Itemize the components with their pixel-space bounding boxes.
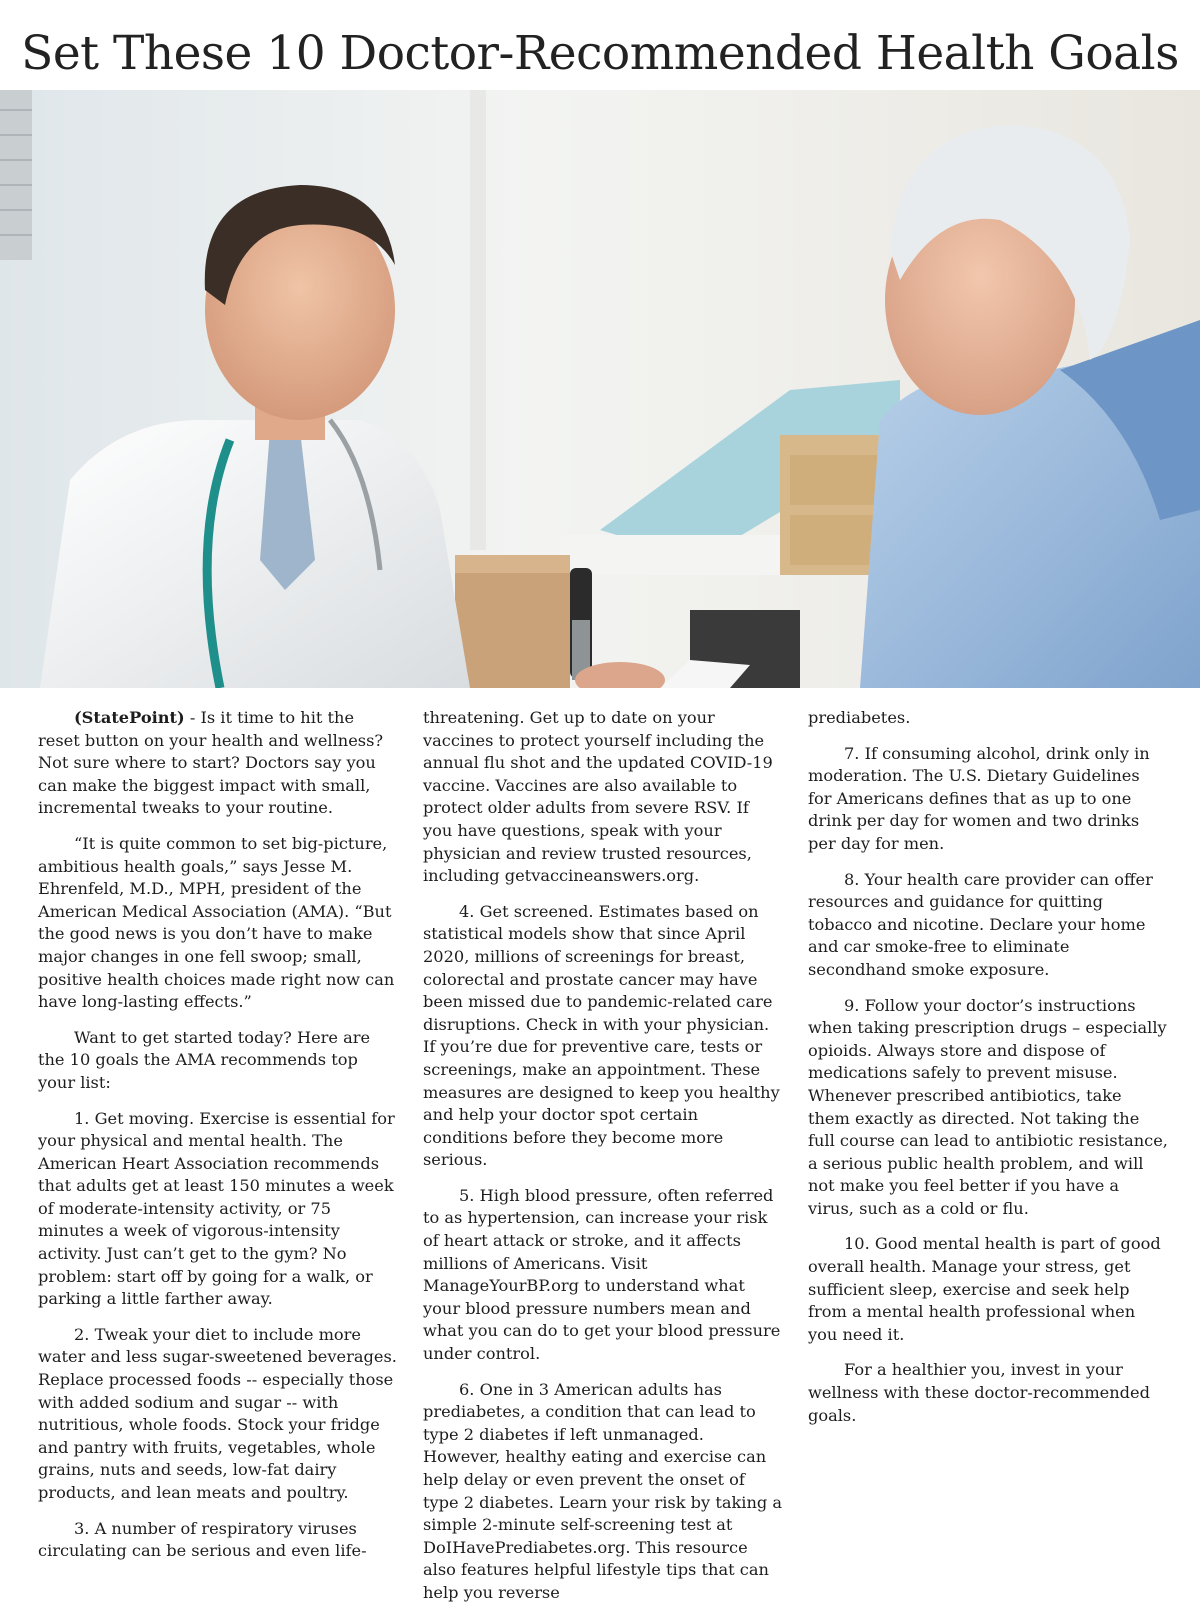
article-columns (38, 707, 1168, 1602)
byline-statepoint: (StatePoint) (74, 708, 185, 727)
goal-9-paragraph: 9. Follow your doctor’s instructions when taking prescription drugs – especially opioids. Always store and dispose of medications safely to prevent misuse. Whenever prescribed antibiotics, take them exactly as directed. Not taking the full course can lead to antibiotic resistance, a serious public health problem, and will not make you feel better if you have a virus, such as a cold or flu. (808, 995, 1168, 1218)
goal-10-paragraph: 10. Good mental health is part of good overall health. Manage your stress, get sufficient sleep, exercise and seek help from a mental health professional when you need it. (808, 1234, 1161, 1344)
doctor-patient-photo (0, 90, 1200, 688)
goal-3-continued: threatening. Get up to date on your vaccines to protect yourself including the annual flu shot and the updated COVID-19 vaccine. Vaccines are also available to protect older adults from severe RSV. If you have questions, speak with your physician and review trusted resources, including getvaccineanswers.org. (423, 708, 773, 886)
intro-text: - Is it time to hit the reset button on your health and wellness? Not sure where to start? Doctors say you can make the biggest impact with small, incremental tweaks to your routine. (38, 708, 384, 818)
goal-5-paragraph: 5. High blood pressure, often referred to as hypertension, can increase your risk of heart attack or stroke, and it affects millions of Americans. Visit ManageYourBP.org to understand what your blood pressure numbers mean and what you can do to get your blood pressure under control. (423, 1185, 781, 1364)
goal-8-paragraph: 8. Your health care provider can offer resources and guidance for quitting tobacco and nicotine. Declare your home and car smoke-free to eliminate secondhand smoke exposure. (808, 869, 1153, 979)
closing-paragraph: For a healthier you, invest in your wellness with these doctor-recommended goals. (808, 1360, 1150, 1425)
goal-2-paragraph: 2. Tweak your diet to include more water and less sugar-sweetened beverages. Replace processed foods -- especially those with added sodium and sugar -- with nutritious, whole foods. Stock your fridge and pantry with fruits, vegetables, whole grains, nuts and seeds, low-fat dairy products, and lean meats and poultry. (38, 1324, 397, 1502)
goal-6-continued: prediabetes. (808, 708, 911, 727)
goal-3-paragraph: 3. A number of respiratory viruses circulating can be serious and even life- (38, 1518, 367, 1561)
goal-6-paragraph: 6. One in 3 American adults has prediabetes, a condition that can lead to type 2 diabetes if left unmanaged. However, healthy eating and exercise can help delay or even prevent the onset of type 2 diabetes. Learn your risk by taking a simple 2-minute self-screening test at DoIHavePrediabetes.org. This resource also features helpful lifestyle tips that can help you reverse (423, 1379, 783, 1602)
goal-7-paragraph: 7. If consuming alcohol, drink only in moderation. The U.S. Dietary Guidelines for Americans defines that as up to one drink per day for women and two drinks per day for men. (808, 743, 1150, 853)
article-title: Set These 10 Doctor-Recommended Health Goals (21, 26, 1179, 81)
paragraph-goals-intro: Want to get started today? Here are the 10 goals the AMA recommends top your list: (38, 1027, 371, 1092)
paragraph-quote: “It is quite common to set big-picture, ambitious health goals,” says Jesse M. Ehrenfeld, M.D., MPH, president of the American Medical Association (AMA). “But the good news is you don’t have to make major changes in one fell swoop; small, positive health choices made right now can have long-lasting effects.” (38, 833, 395, 1012)
article-column-1 (38, 707, 398, 1561)
goal-4-paragraph: 4. Get screened. Estimates based on statistical models show that since April 2020, millions of screenings for breast, colorectal and prostate cancer may have been missed due to pandemic-related care disruptions. Check in with your physician. If you’re due for preventive care, tests or screenings, make an appointment. These measures are designed to keep you healthy and help your doctor spot certain conditions before they become more serious. (423, 901, 780, 1170)
article-column-2 (423, 707, 783, 1602)
article-column-3 (808, 707, 1168, 1547)
goal-1-paragraph: 1. Get moving. Exercise is essential for your physical and mental health. The American Heart Association recommends that adults get at least 150 minutes a week of moderate-intensity activity, or 75 minutes a week of vigorous-intensity activity. Just can’t get to the gym? No problem: start off by going for a walk, or parking a little farther away. (38, 1108, 395, 1309)
paragraph-intro (38, 707, 398, 820)
